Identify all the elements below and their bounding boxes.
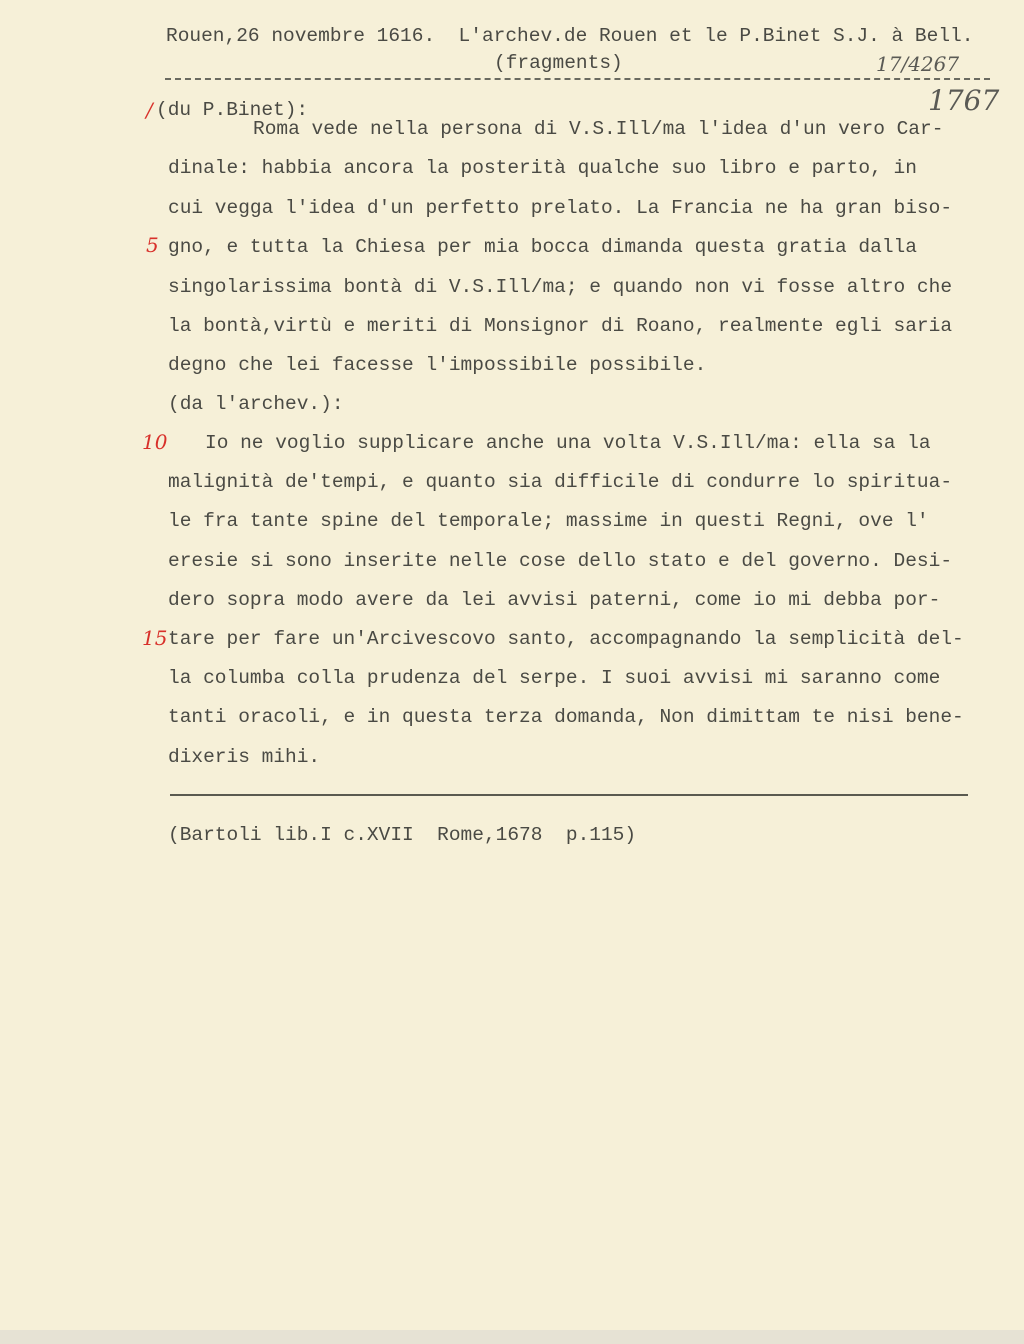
- text-line: tanti oracoli, e in questa terza domanda, Non dimittam te nisi bene-: [168, 706, 964, 728]
- citation: (Bartoli lib.I c.XVII Rome,1678 p.115): [168, 824, 637, 846]
- text-line: eresie si sono inserite nelle cose dello stato e del governo. Desi-: [168, 550, 953, 572]
- header-divider: [165, 78, 990, 80]
- speaker-binet: (du P.Binet):: [156, 99, 309, 121]
- pencil-number-struck: 17/4267: [876, 52, 960, 76]
- text-line: Roma vede nella persona di V.S.Ill/ma l'idea d'un vero Car-: [253, 118, 944, 140]
- header-title: Rouen,26 novembre 1616. L'archev.de Rouen et le P.Binet S.J. à Bell.: [166, 25, 974, 47]
- speaker-archev: (da l'archev.):: [168, 393, 344, 415]
- text-line: le fra tante spine del temporale; massime in questi Regni, ove l': [168, 510, 929, 532]
- text-line: cui vegga l'idea d'un perfetto prelato. La Francia ne ha gran biso-: [168, 197, 953, 219]
- text-line: dinale: habbia ancora la posterità qualche suo libro e parto, in: [168, 157, 917, 179]
- page-edge: [0, 1330, 1024, 1344]
- pencil-number: 1767: [928, 84, 1000, 117]
- text-line: dixeris mihi.: [168, 746, 321, 768]
- header-subtitle: (fragments): [494, 52, 623, 74]
- margin-mark-10: 10: [142, 430, 168, 454]
- text-line: dero sopra modo avere da lei avvisi paterni, come io mi debba por-: [168, 589, 941, 611]
- text-line: Io ne voglio supplicare anche una volta V.S.Ill/ma: ella sa la: [205, 432, 931, 454]
- text-line: la columba colla prudenza del serpe. I suoi avvisi mi saranno come: [168, 667, 941, 689]
- text-line: gno, e tutta la Chiesa per mia bocca dimanda questa gratia dalla: [168, 236, 917, 258]
- text-line: malignità de'tempi, e quanto sia difficile di condurre lo spiritua-: [168, 471, 953, 493]
- footer-rule: [170, 794, 968, 796]
- margin-mark-15: 15: [142, 626, 168, 650]
- text-line: singolarissima bontà di V.S.Ill/ma; e quando non vi fosse altro che: [168, 276, 953, 298]
- text-line: degno che lei facesse l'impossibile possibile.: [168, 354, 707, 376]
- margin-mark-5: 5: [146, 233, 159, 257]
- text-line: tare per fare un'Arcivescovo santo, accompagnando la semplicità del-: [168, 628, 964, 650]
- text-line: la bontà,virtù e meriti di Monsignor di Roano, realmente egli saria: [168, 315, 953, 337]
- margin-mark-1: /: [146, 98, 153, 122]
